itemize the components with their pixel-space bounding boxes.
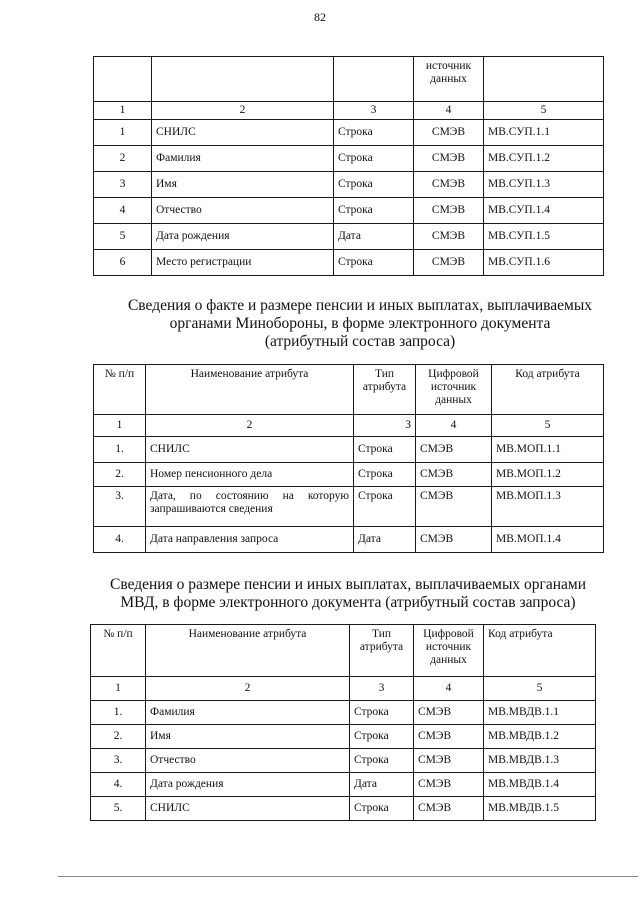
attribute-code: МВ.МВДВ.1.4 xyxy=(484,773,596,797)
data-source: СМЭВ xyxy=(414,146,484,172)
attribute-code: МВ.СУП.1.5 xyxy=(484,224,604,250)
attribute-name: Отчество xyxy=(146,749,350,773)
header-attribute-name: Наименование атрибута xyxy=(146,365,354,415)
table-row xyxy=(94,527,604,553)
row-number: 1. xyxy=(94,437,146,463)
attribute-code: МВ.МВДВ.1.2 xyxy=(484,725,596,749)
header-attribute-code: Код атрибута xyxy=(484,625,596,677)
attribute-name: Отчество xyxy=(152,198,334,224)
row-number: 3. xyxy=(94,487,146,527)
attribute-name: Фамилия xyxy=(152,146,334,172)
table-row xyxy=(94,224,604,250)
row-number: 6 xyxy=(94,250,152,276)
attribute-type: Строка xyxy=(334,172,414,198)
data-source: СМЭВ xyxy=(414,725,484,749)
column-number: 2 xyxy=(146,415,354,437)
table-row xyxy=(91,725,596,749)
attribute-code: МВ.СУП.1.6 xyxy=(484,250,604,276)
attribute-code: МВ.СУП.1.1 xyxy=(484,120,604,146)
table-row xyxy=(91,749,596,773)
table-row xyxy=(94,487,604,527)
column-number: 1 xyxy=(91,677,146,701)
attribute-name: Место регистрации xyxy=(152,250,334,276)
attribute-type: Дата xyxy=(334,224,414,250)
header-number: № п/п xyxy=(94,365,146,415)
header-attribute-name: Наименование атрибута xyxy=(146,625,350,677)
data-source: СМЭВ xyxy=(416,437,492,463)
column-number: 3 xyxy=(350,677,414,701)
attribute-name: СНИЛС xyxy=(152,120,334,146)
row-number: 3 xyxy=(94,172,152,198)
row-number: 4 xyxy=(94,198,152,224)
attribute-type: Дата xyxy=(354,527,416,553)
column-number: 3 xyxy=(354,415,416,437)
header-attribute-type: Тип атрибута xyxy=(354,365,416,415)
attribute-type: Строка xyxy=(334,198,414,224)
row-number: 3. xyxy=(91,749,146,773)
table-row xyxy=(91,773,596,797)
row-number: 5 xyxy=(94,224,152,250)
column-number: 5 xyxy=(484,102,604,120)
row-number: 1. xyxy=(91,701,146,725)
header-cell-data-source: источник данных xyxy=(414,57,484,102)
attribute-name: Имя xyxy=(152,172,334,198)
table-row xyxy=(94,172,604,198)
row-number: 4. xyxy=(94,527,146,553)
column-number: 1 xyxy=(94,102,152,120)
attribute-name: Имя xyxy=(146,725,350,749)
attribute-name: Фамилия xyxy=(146,701,350,725)
attribute-type: Строка xyxy=(350,725,414,749)
column-number: 5 xyxy=(492,415,604,437)
data-source: СМЭВ xyxy=(414,224,484,250)
data-source: СМЭВ xyxy=(414,701,484,725)
data-source: СМЭВ xyxy=(416,487,492,527)
table-row xyxy=(91,701,596,725)
data-source: СМЭВ xyxy=(414,749,484,773)
table-row xyxy=(94,120,604,146)
column-number: 4 xyxy=(414,102,484,120)
column-number: 5 xyxy=(484,677,596,701)
table-row xyxy=(91,797,596,821)
data-source: СМЭВ xyxy=(414,198,484,224)
row-number: 2 xyxy=(94,146,152,172)
header-cell xyxy=(152,57,334,102)
section-heading-minoborony xyxy=(70,297,640,351)
attribute-type: Строка xyxy=(334,250,414,276)
header-cell xyxy=(94,57,152,102)
attribute-name: СНИЛС xyxy=(146,797,350,821)
table-row xyxy=(94,437,604,463)
attribute-name: Номер пенсионного дела xyxy=(146,463,354,487)
data-source: СМЭВ xyxy=(416,527,492,553)
header-data-source: Цифровой источник данных xyxy=(414,625,484,677)
column-number: 3 xyxy=(334,102,414,120)
attribute-code: МВ.МОП.1.4 xyxy=(492,527,604,553)
attribute-name: Дата рождения xyxy=(146,773,350,797)
row-number: 1 xyxy=(94,120,152,146)
column-number: 2 xyxy=(146,677,350,701)
attribute-type: Строка xyxy=(334,120,414,146)
column-number: 4 xyxy=(414,677,484,701)
attribute-type: Дата xyxy=(350,773,414,797)
attribute-type: Строка xyxy=(350,797,414,821)
attribute-code: МВ.МОП.1.1 xyxy=(492,437,604,463)
heading-line: Сведения о факте и размере пенсии и иных выплатах, выплачиваемых xyxy=(127,297,593,314)
header-number: № п/п xyxy=(91,625,146,677)
row-number: 2. xyxy=(91,725,146,749)
attribute-name: Дата, по состоянию на которую запрашиваются сведения xyxy=(146,487,354,527)
header-cell xyxy=(334,57,414,102)
row-number: 4. xyxy=(91,773,146,797)
section-heading-mvd xyxy=(58,576,638,612)
data-source: СМЭВ xyxy=(414,120,484,146)
attribute-code: МВ.СУП.1.2 xyxy=(484,146,604,172)
attribute-type: Строка xyxy=(350,749,414,773)
row-number: 2. xyxy=(94,463,146,487)
attribute-code: МВ.МВДВ.1.3 xyxy=(484,749,596,773)
attribute-code: МВ.СУП.1.3 xyxy=(484,172,604,198)
page-number: 82 xyxy=(314,10,326,24)
column-number: 2 xyxy=(152,102,334,120)
attribute-name: Дата рождения xyxy=(152,224,334,250)
attribute-name: Дата направления запроса xyxy=(146,527,354,553)
attribute-type: Строка xyxy=(350,701,414,725)
header-attribute-code: Код атрибута xyxy=(492,365,604,415)
footer-rule xyxy=(58,876,638,877)
table-row xyxy=(94,463,604,487)
table-mop xyxy=(93,364,604,553)
table-mvdv xyxy=(90,624,596,821)
attribute-code: МВ.МВДВ.1.1 xyxy=(484,701,596,725)
attribute-type: Строка xyxy=(334,146,414,172)
data-source: СМЭВ xyxy=(414,797,484,821)
data-source: СМЭВ xyxy=(414,172,484,198)
heading-line: (атрибутный состав запроса) xyxy=(264,333,456,350)
header-attribute-type: Тип атрибута xyxy=(350,625,414,677)
attribute-code: МВ.СУП.1.4 xyxy=(484,198,604,224)
attribute-code: МВ.МОП.1.3 xyxy=(492,487,604,527)
attribute-code: МВ.МВДВ.1.5 xyxy=(484,797,596,821)
header-data-source: Цифровой источник данных xyxy=(416,365,492,415)
row-number: 5. xyxy=(91,797,146,821)
attribute-type: Строка xyxy=(354,487,416,527)
data-source: СМЭВ xyxy=(414,773,484,797)
heading-line: Сведения о размере пенсии и иных выплатах, выплачиваемых органами xyxy=(110,576,586,593)
table-row xyxy=(94,198,604,224)
table-sup xyxy=(93,56,604,276)
table-row xyxy=(94,146,604,172)
column-number: 1 xyxy=(94,415,146,437)
column-number: 4 xyxy=(416,415,492,437)
attribute-type: Строка xyxy=(354,437,416,463)
attribute-type: Строка xyxy=(354,463,416,487)
header-cell xyxy=(484,57,604,102)
table-row xyxy=(94,250,604,276)
data-source: СМЭВ xyxy=(416,463,492,487)
attribute-code: МВ.МОП.1.2 xyxy=(492,463,604,487)
attribute-name: СНИЛС xyxy=(146,437,354,463)
heading-line: органами Минобороны, в форме электронного документа xyxy=(169,315,551,332)
heading-line: МВД, в форме электронного документа (атрибутный состав запроса) xyxy=(120,594,576,611)
data-source: СМЭВ xyxy=(414,250,484,276)
